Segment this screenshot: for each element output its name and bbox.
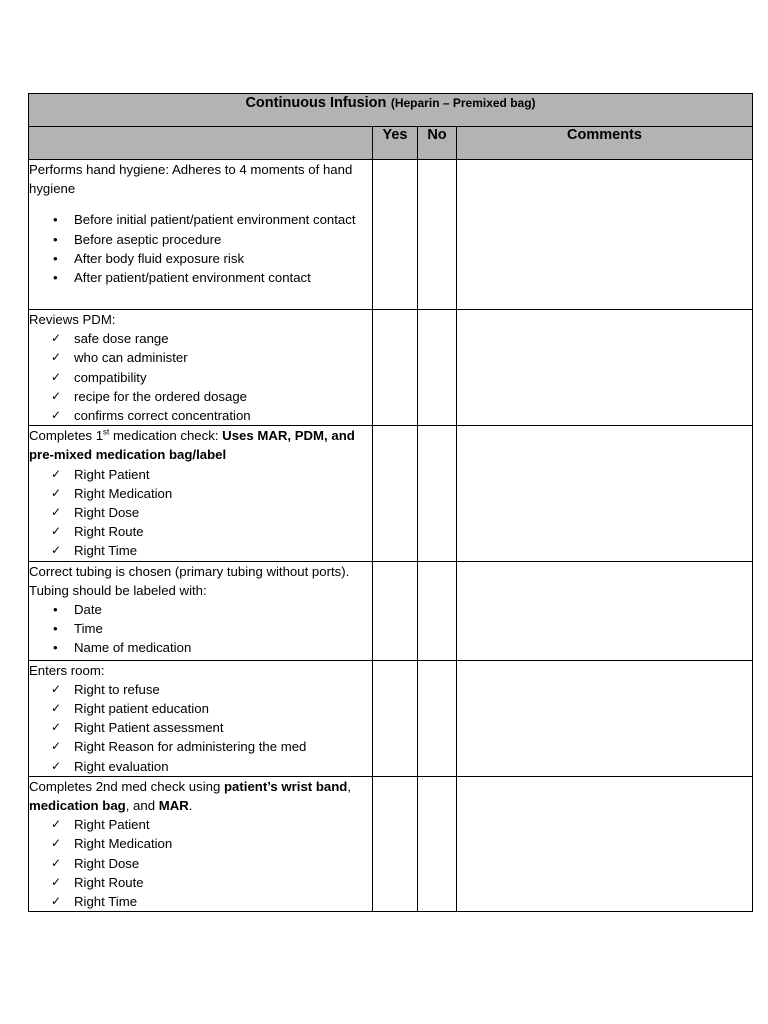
list-item: ✓ Right Medication bbox=[29, 834, 372, 853]
intro-text: , bbox=[347, 778, 352, 794]
list-item: ✓ Right Time bbox=[29, 541, 372, 560]
yes-cell[interactable] bbox=[373, 160, 418, 310]
checklist bbox=[29, 815, 372, 911]
intro-bold-text: medication bag bbox=[29, 798, 126, 814]
task-cell-enters-room bbox=[29, 660, 373, 776]
list-item: ✓ Right evaluation bbox=[29, 757, 372, 776]
table-row bbox=[29, 561, 753, 660]
list-item: ✓ Right Time bbox=[29, 892, 372, 911]
table-row bbox=[29, 310, 753, 426]
list-item: • Before aseptic procedure bbox=[29, 230, 372, 249]
list-item: ✓ Right Reason for administering the med bbox=[29, 737, 372, 756]
yes-column-header: Yes bbox=[373, 127, 418, 160]
comments-column-header: Comments bbox=[457, 127, 753, 160]
no-cell[interactable] bbox=[418, 776, 457, 911]
list-item: ✓ compatibility bbox=[29, 368, 372, 387]
no-column-header: No bbox=[418, 127, 457, 160]
task-cell-reviews-pdm bbox=[29, 310, 373, 426]
table-row bbox=[29, 160, 753, 310]
yes-cell[interactable] bbox=[373, 561, 418, 660]
comments-cell[interactable] bbox=[457, 660, 753, 776]
list-item: ✓ Right Route bbox=[29, 873, 372, 892]
no-cell[interactable] bbox=[418, 660, 457, 776]
task-column-header bbox=[29, 127, 373, 160]
checklist bbox=[29, 465, 372, 561]
intro-bold-text: Uses MAR, PDM, and pre-mixed medication bag/label bbox=[29, 428, 355, 463]
bullet-list bbox=[29, 600, 372, 658]
yes-cell[interactable] bbox=[373, 660, 418, 776]
task-intro: Correct tubing is chosen (primary tubing without ports). Tubing should be labeled with: bbox=[29, 563, 350, 598]
task-intro bbox=[29, 777, 372, 815]
task-cell-tubing bbox=[29, 561, 373, 660]
list-item: ✓ Right Medication bbox=[29, 484, 372, 503]
list-item: • Name of medication bbox=[29, 638, 372, 657]
intro-text: . bbox=[188, 798, 193, 814]
list-item: ✓ Right to refuse bbox=[29, 680, 372, 699]
list-item: • Before initial patient/patient environment contact bbox=[29, 210, 372, 229]
task-intro: Enters room: bbox=[29, 662, 105, 678]
title-main: Continuous Infusion bbox=[245, 95, 387, 111]
no-cell[interactable] bbox=[418, 310, 457, 426]
intro-text: Completes 2nd med check using bbox=[29, 778, 224, 794]
comments-cell[interactable] bbox=[457, 310, 753, 426]
checklist bbox=[29, 680, 372, 776]
list-item: ✓ Right patient education bbox=[29, 699, 372, 718]
yes-cell[interactable] bbox=[373, 426, 418, 561]
list-item: • Time bbox=[29, 619, 372, 638]
list-item: ✓ recipe for the ordered dosage bbox=[29, 387, 372, 406]
no-cell[interactable] bbox=[418, 160, 457, 310]
intro-bold-text: patient’s wrist band bbox=[224, 778, 348, 794]
task-intro: Reviews PDM: bbox=[29, 312, 116, 327]
task-cell-hand-hygiene bbox=[29, 160, 373, 310]
title-row bbox=[29, 94, 753, 127]
task-cell-first-med-check bbox=[29, 426, 373, 561]
intro-superscript: st bbox=[103, 427, 110, 437]
list-item: ✓ Right Patient bbox=[29, 465, 372, 484]
yes-cell[interactable] bbox=[373, 776, 418, 911]
list-item: ✓ confirms correct concentration bbox=[29, 406, 372, 425]
task-cell-second-med-check bbox=[29, 776, 373, 911]
list-item: ✓ who can administer bbox=[29, 348, 372, 367]
table-title bbox=[29, 94, 753, 127]
no-cell[interactable] bbox=[418, 426, 457, 561]
list-item: ✓ Right Dose bbox=[29, 854, 372, 873]
comments-cell[interactable] bbox=[457, 561, 753, 660]
list-item: ✓ Right Patient assessment bbox=[29, 718, 372, 737]
comments-cell[interactable] bbox=[457, 160, 753, 310]
comments-cell[interactable] bbox=[457, 776, 753, 911]
header-row bbox=[29, 127, 753, 160]
checklist bbox=[29, 329, 372, 425]
no-cell[interactable] bbox=[418, 561, 457, 660]
list-item: • Date bbox=[29, 600, 372, 619]
intro-text: Completes 1 bbox=[29, 428, 104, 444]
list-item: • After body fluid exposure risk bbox=[29, 249, 372, 268]
task-intro: Performs hand hygiene: Adheres to 4 moments of hand hygiene bbox=[29, 162, 353, 197]
yes-cell[interactable] bbox=[373, 310, 418, 426]
intro-text: , and bbox=[125, 798, 159, 814]
list-item: ✓ Right Patient bbox=[29, 815, 372, 834]
comments-cell[interactable] bbox=[457, 426, 753, 561]
list-item: ✓ Right Dose bbox=[29, 503, 372, 522]
table-row bbox=[29, 660, 753, 776]
intro-bold-text: MAR bbox=[158, 798, 189, 814]
list-item: ✓ Right Route bbox=[29, 522, 372, 541]
table-row bbox=[29, 776, 753, 911]
task-intro bbox=[29, 426, 372, 464]
table-row bbox=[29, 426, 753, 561]
bullet-list bbox=[29, 210, 372, 287]
title-sub: (Heparin – Premixed bag) bbox=[390, 96, 536, 110]
list-item: ✓ safe dose range bbox=[29, 329, 372, 348]
list-item: • After patient/patient environment contact bbox=[29, 268, 372, 287]
infusion-checklist-table bbox=[28, 93, 753, 912]
intro-text: medication check: bbox=[109, 428, 223, 444]
